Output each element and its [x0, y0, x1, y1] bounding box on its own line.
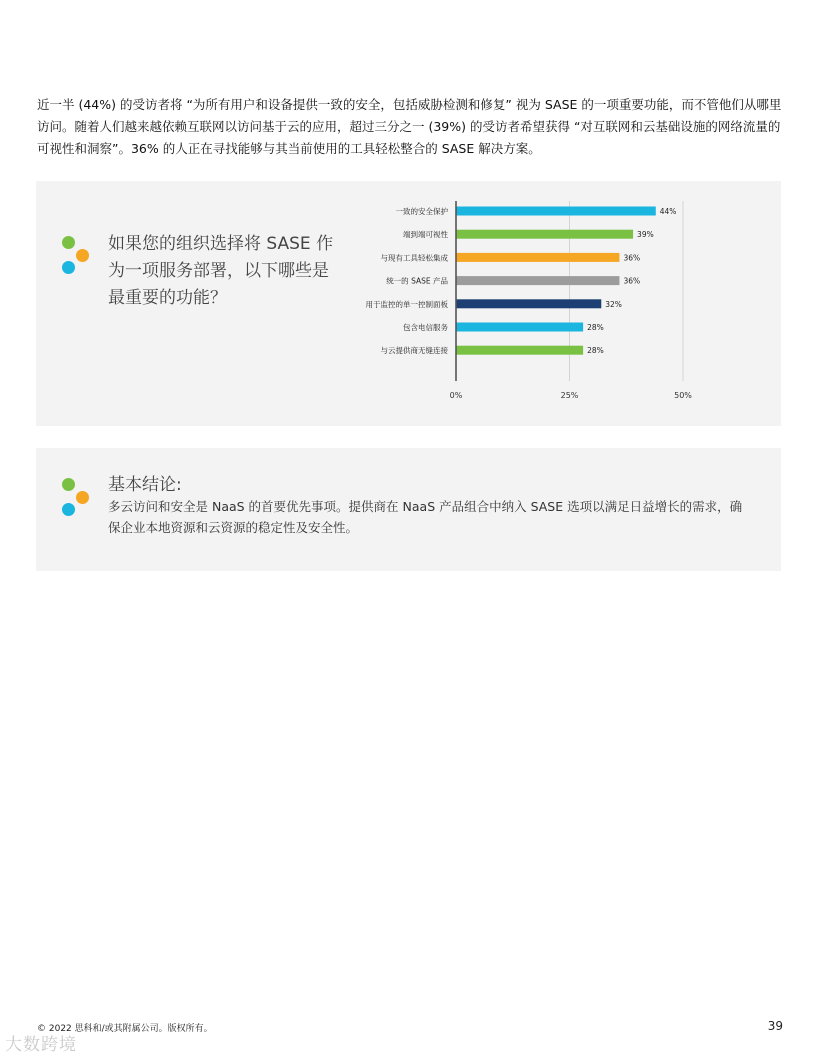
copyright-footer: © 2022 思科和/或其附属公司。版权所有。	[37, 1024, 213, 1034]
data-label: 36%	[623, 253, 641, 263]
category-label: 包含电信服务	[403, 323, 448, 332]
bar	[456, 299, 601, 308]
intro-paragraph: 近一半 (44%) 的受访者将 “为所有用户和设备提供一致的安全，包括威胁检测和修复” 视为 SASE 的一项重要功能，而不管他们从哪里访问。随着人们越来越依赖互联网以访问基于云的应用，超过三分之一 (39%) 的受访者希望获得 “对互联网和云基础设施的网络流量的可视性和洞察”。36% 的人正在寻找能够与其当前使用的工具轻松整合的 SASE 解决方案。	[37, 97, 782, 156]
bar-chart	[36, 181, 781, 426]
data-label: 28%	[587, 346, 604, 356]
x-tick-label: 50%	[674, 391, 692, 400]
data-label: 44%	[659, 207, 677, 216]
bar	[456, 230, 633, 239]
category-label: 与现有工具轻松集成	[380, 253, 448, 263]
data-label: 39%	[637, 230, 654, 240]
takeaway-panel	[36, 448, 781, 571]
bar	[456, 253, 619, 262]
category-label: 端到端可视性	[403, 230, 448, 240]
bar	[456, 207, 656, 216]
bar	[456, 346, 583, 355]
takeaway-text: 多云访问和安全是 NaaS 的首要优先事项。提供商在 NaaS 产品组合中纳入 SASE 选项以满足日益增长的需求，确保企业本地资源和云资源的稳定性及安全性。	[108, 499, 743, 535]
category-label: 用于监控的单一控制面板	[365, 299, 448, 309]
chart-panel	[36, 181, 781, 426]
bar	[456, 323, 583, 332]
takeaway-title: 基本结论:	[108, 475, 182, 495]
category-label: 统一的 SASE 产品	[386, 276, 448, 286]
green-dot-icon	[62, 478, 75, 491]
bar	[456, 276, 619, 285]
watermark: 大数跨境	[5, 1035, 77, 1055]
orange-dot-icon	[76, 491, 89, 504]
category-label: 一致的安全保护	[395, 207, 448, 216]
x-tick-label: 0%	[449, 391, 463, 400]
decorative-dots-icon	[62, 478, 96, 522]
category-label: 与云提供商无缝连接	[380, 346, 448, 356]
data-label: 28%	[587, 323, 604, 332]
data-label: 36%	[623, 276, 641, 286]
data-label: 32%	[605, 299, 622, 309]
survey-question: 如果您的组织选择将 SASE 作为一项服务部署，以下哪些是最重要的功能？	[108, 234, 334, 308]
page-number: 39	[767, 1019, 783, 1033]
blue-dot-icon	[62, 503, 75, 516]
x-tick-label: 25%	[560, 391, 579, 400]
